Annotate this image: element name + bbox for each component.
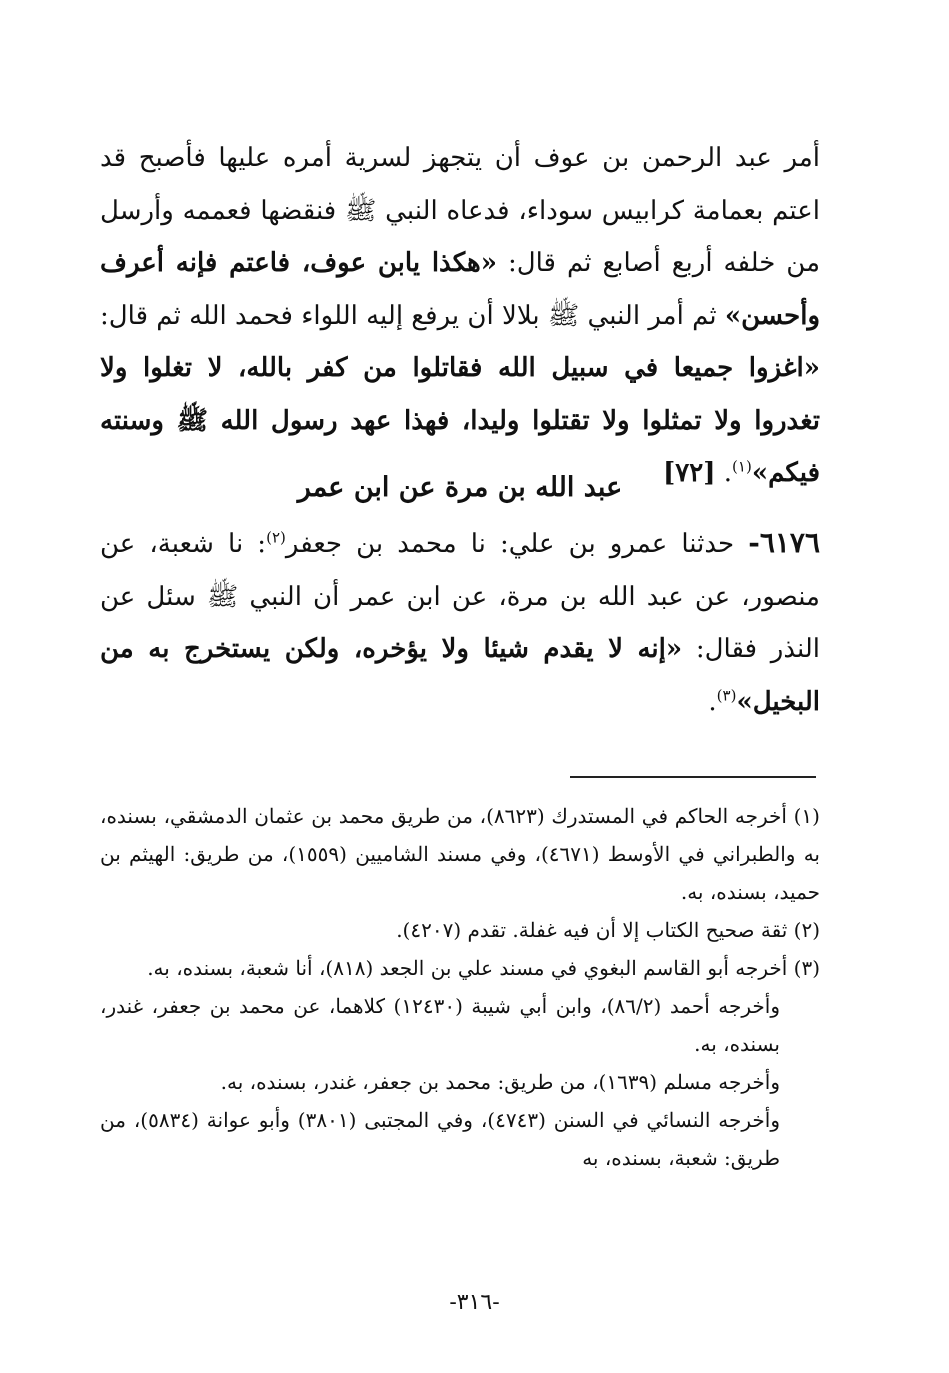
page-number: -٣١٦-	[449, 1290, 500, 1315]
prophet-quote: «إنه لا يقدم شيئا ولا يؤخره، ولكن يستخرج به من البخيل»	[100, 634, 820, 717]
prophet-quote: «هكذا يابن عوف، فاعتم فإنه أعرف وأحسن»	[100, 248, 820, 331]
footnote-1: (١) أخرجه الحاكم في المستدرك (٨٦٢٣)، من طريق محمد بن عثمان الدمشقي، بسنده، به والطبراني في الأوسط (٤٦٧١)، وفي مسند الشاميين (١٥٥٩)، من طريق: الهيثم بن حميد، بسنده، به.	[100, 804, 820, 904]
footnotes-section	[100, 797, 820, 1177]
footnote-3-continuation: وأخرجه النسائي في السنن (٤٧٤٣)، وفي المجتبى (٣٨٠١) وأبو عوانة (٥٨٣٤)، من طريق: شعبة، بسنده، به	[100, 1108, 780, 1170]
hadith-number: ٦١٧٦-	[748, 526, 820, 559]
footnote-divider	[570, 776, 816, 778]
footnote-2: (٢) ثقة صحيح الكتاب إلا أن فيه غفلة. تقدم (٤٢٠٧).	[396, 918, 820, 942]
reference-number: [٧٢]	[662, 458, 716, 488]
sentence-end: .	[708, 686, 717, 717]
footnote-ref[interactable]: (١)	[732, 457, 752, 476]
narration-text: : نا شعبة، عن منصور، عن عبد الله بن مرة، عن ابن عمر أن النبي ﷺ سئل عن النذر فقال:	[100, 529, 820, 664]
hadith-paragraph	[100, 517, 820, 728]
narration-text: أمر عبد الرحمن بن عوف أن يتجهز لسرية أمره عليها فأصبح قد اعتم بعمامة كرابيس سوداء، فدعاه النبي ﷺ فنقضها فعممه وأرسل من خلفه أربع أصابع ثم قال:	[100, 143, 820, 278]
prophet-quote: «اغزوا جميعا في سبيل الله فقاتلوا من كفر بالله، لا تغلوا ولا تغدروا ولا تمثلوا ولا تقتلوا وليدا، فهذا عهد رسول الله ﷺ وسنته فيكم»	[100, 353, 820, 488]
narration-text: حدثنا عمرو بن علي: نا محمد بن جعفر	[285, 529, 749, 559]
narration-text: ثم أمر النبي ﷺ بلالا أن يرفع إليه اللواء فحمد الله ثم قال:	[100, 300, 725, 331]
section-heading: عبد الله بن مرة عن ابن عمر	[297, 472, 623, 503]
sentence-end: .	[715, 458, 733, 488]
footnote-ref[interactable]: (٢)	[266, 528, 286, 547]
footnote-ref[interactable]: (٣)	[716, 685, 737, 704]
footnote-3-continuation: وأخرجه مسلم (١٦٣٩)، من طريق: محمد بن جعفر، غندر، بسنده، به.	[220, 1070, 780, 1094]
footnote-3-continuation: وأخرجه أحمد (٨٦/٢)، وابن أبي شيبة (١٢٤٣٠) كلاهما، عن محمد بن جعفر، غندر، بسنده، به.	[100, 994, 781, 1056]
hadith-paragraph-continued	[100, 132, 820, 500]
footnote-3: (٣) أخرجه أبو القاسم البغوي في مسند علي بن الجعد (٨١٨)، أنا شعبة، بسنده، به.	[147, 956, 820, 980]
